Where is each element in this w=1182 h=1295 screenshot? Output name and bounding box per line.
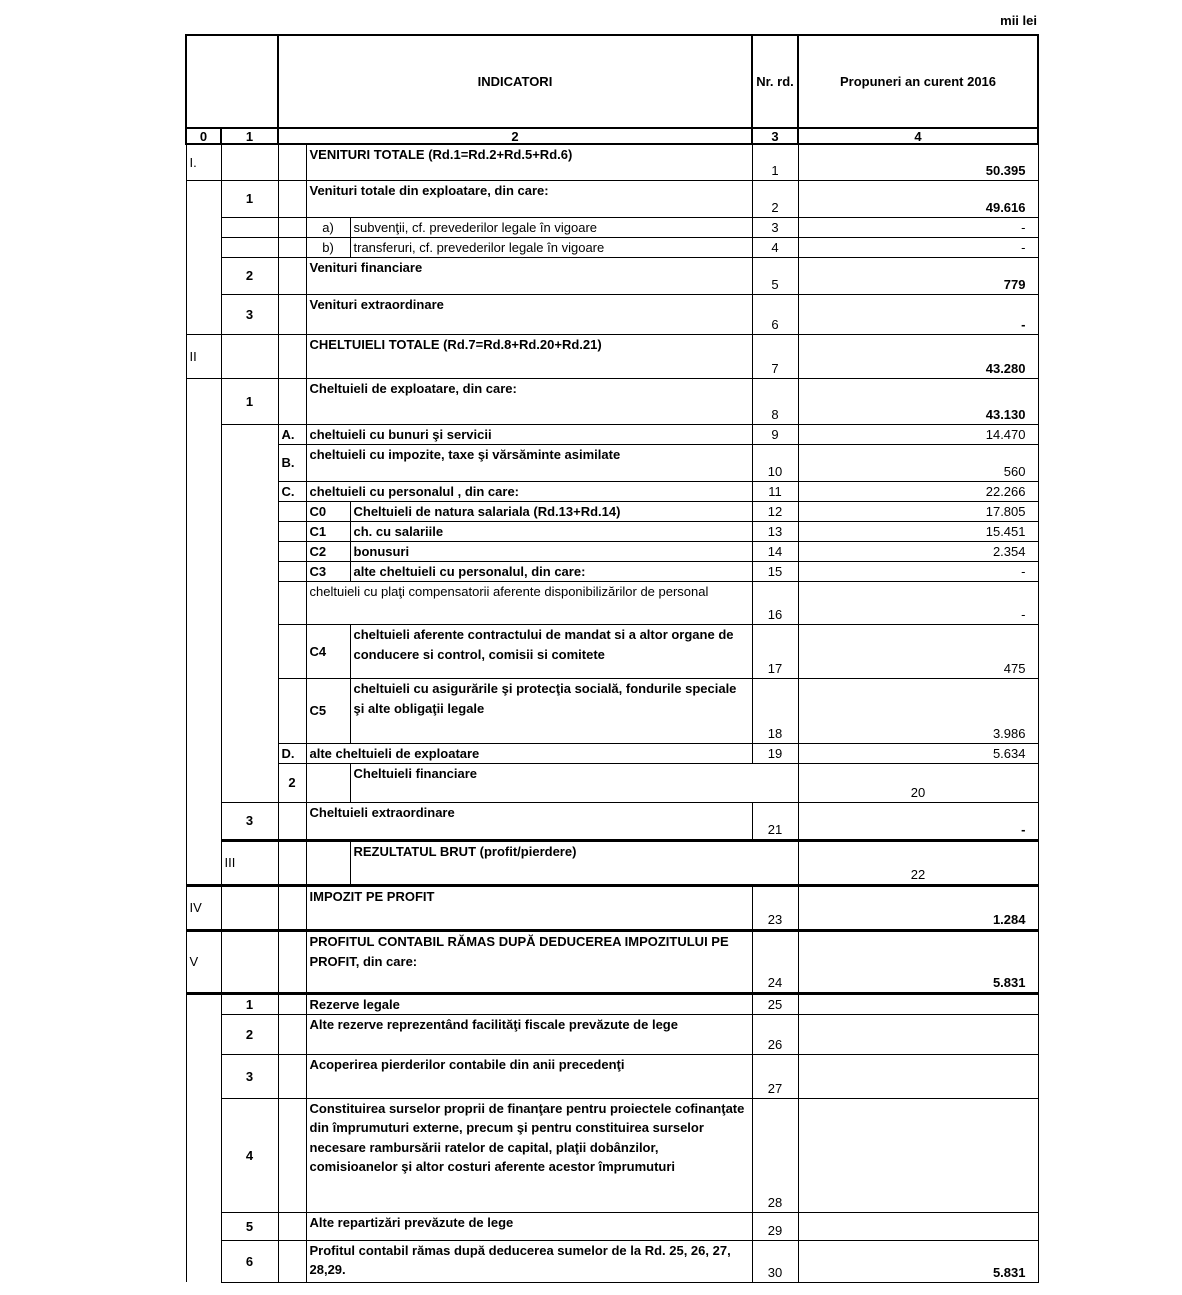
row-label: Cheltuieli financiare (350, 763, 798, 802)
item-number: 6 (221, 1240, 278, 1282)
table-row (186, 840, 1038, 885)
table-row (186, 424, 1038, 444)
row-label: cheltuieli cu personalul , din care: (306, 481, 752, 501)
row-number: 17 (752, 624, 798, 678)
table-row (186, 581, 1038, 624)
item-number: 4 (221, 1098, 278, 1212)
row-number: 21 (752, 802, 798, 840)
item-number: 3 (221, 294, 278, 334)
row-number: 29 (752, 1212, 798, 1240)
row-value: 1.284 (798, 885, 1038, 930)
row-number: 16 (752, 581, 798, 624)
row-number: 2 (752, 180, 798, 217)
row-label: cheltuieli cu asigurările şi protecţia socială, fondurile speciale şi alte obligaţii legale (350, 678, 752, 743)
row-value: 43.280 (798, 334, 1038, 378)
row-value (798, 1014, 1038, 1054)
row-value: 49.616 (798, 180, 1038, 217)
table-row (186, 930, 1038, 993)
table-row (186, 1212, 1038, 1240)
row-value (798, 1212, 1038, 1240)
table-row (186, 378, 1038, 424)
table-row (186, 763, 1038, 802)
row-number: 30 (752, 1240, 798, 1282)
row-label: cheltuieli cu impozite, taxe şi vărsăminte asimilate (306, 444, 752, 481)
row-value: - (798, 294, 1038, 334)
row-value (798, 993, 1038, 1014)
section-roman: II (186, 334, 221, 378)
item-number: 2 (221, 257, 278, 294)
table-row (186, 444, 1038, 481)
item-code: C4 (306, 624, 350, 678)
col-num: 4 (798, 128, 1038, 144)
row-label: Alte rezerve reprezentând facilităţi fiscale prevăzute de lege (306, 1014, 752, 1054)
table-row (186, 624, 1038, 678)
row-number: 27 (752, 1054, 798, 1098)
header-indicatori: INDICATORI (278, 35, 752, 128)
row-number: 19 (752, 743, 798, 763)
budget-table (185, 34, 1039, 1283)
row-label: Venituri financiare (306, 257, 752, 294)
row-label: alte cheltuieli de exploatare (306, 743, 752, 763)
row-value: 475 (798, 624, 1038, 678)
row-label: CHELTUIELI TOTALE (Rd.7=Rd.8+Rd.20+Rd.21) (306, 334, 752, 378)
row-value: 15.451 (798, 521, 1038, 541)
row-number: 20 (798, 763, 1038, 802)
col-num: 1 (221, 128, 278, 144)
item-number: 2 (221, 1014, 278, 1054)
sub-letter: a) (306, 217, 350, 237)
row-number: 5 (752, 257, 798, 294)
item-number: 3 (221, 1054, 278, 1098)
row-number: 22 (798, 840, 1038, 885)
row-label: bonusuri (350, 541, 752, 561)
row-value: 17.805 (798, 501, 1038, 521)
row-number: 10 (752, 444, 798, 481)
row-label: cheltuieli cu plaţi compensatorii aferente disponibilizărilor de personal (306, 581, 752, 624)
table-row (186, 541, 1038, 561)
row-number: 1 (752, 144, 798, 180)
row-label: cheltuieli aferente contractului de mandat si a altor organe de conducere si control, comisii si comitete (350, 624, 752, 678)
col-num: 2 (278, 128, 752, 144)
row-label: alte cheltuieli cu personalul, din care: (350, 561, 752, 581)
item-number: 1 (221, 993, 278, 1014)
table-row (186, 217, 1038, 237)
table-row (186, 1240, 1038, 1282)
row-value: 779 (798, 257, 1038, 294)
row-label: Venituri extraordinare (306, 294, 752, 334)
row-label: subvenţii, cf. prevederilor legale în vigoare (350, 217, 752, 237)
item-code: C3 (306, 561, 350, 581)
row-value: 5.831 (798, 1240, 1038, 1282)
row-number: 13 (752, 521, 798, 541)
row-value: - (798, 581, 1038, 624)
table-row (186, 501, 1038, 521)
table-row (186, 802, 1038, 840)
row-label: PROFITUL CONTABIL RĂMAS DUPĂ DEDUCEREA IMPOZITULUI PE PROFIT, din care: (306, 930, 752, 993)
section-roman: I. (186, 144, 221, 180)
column-number-row (186, 128, 1038, 144)
letter-code: B. (278, 444, 306, 481)
item-number: 1 (221, 180, 278, 217)
row-label: VENITURI TOTALE (Rd.1=Rd.2+Rd.5+Rd.6) (306, 144, 752, 180)
table-row (186, 993, 1038, 1014)
row-number: 3 (752, 217, 798, 237)
row-label: Venituri totale din exploatare, din care: (306, 180, 752, 217)
table-row (186, 294, 1038, 334)
row-number: 23 (752, 885, 798, 930)
col-num: 3 (752, 128, 798, 144)
item-code: C1 (306, 521, 350, 541)
row-label: REZULTATUL BRUT (profit/pierdere) (350, 840, 798, 885)
col-num: 0 (186, 128, 221, 144)
section-roman: IV (186, 885, 221, 930)
row-value: 22.266 (798, 481, 1038, 501)
table-row (186, 257, 1038, 294)
row-value: 14.470 (798, 424, 1038, 444)
row-number: 6 (752, 294, 798, 334)
item-number: 3 (221, 802, 278, 840)
row-value: 2.354 (798, 541, 1038, 561)
row-number: 9 (752, 424, 798, 444)
row-label: Profitul contabil rămas după deducerea sumelor de la Rd. 25, 26, 27, 28,29. (306, 1240, 752, 1282)
letter-code: A. (278, 424, 306, 444)
header-propuneri: Propuneri an curent 2016 (798, 35, 1038, 128)
item-code: C0 (306, 501, 350, 521)
row-value (798, 1098, 1038, 1212)
letter-code: C. (278, 481, 306, 501)
row-value: 3.986 (798, 678, 1038, 743)
item-number: 5 (221, 1212, 278, 1240)
table-row (186, 180, 1038, 217)
row-label: cheltuieli cu bunuri şi servicii (306, 424, 752, 444)
header-row (186, 35, 1038, 128)
table-row (186, 743, 1038, 763)
row-number: 25 (752, 993, 798, 1014)
item-number: 2 (278, 763, 306, 802)
row-number: 8 (752, 378, 798, 424)
row-number: 18 (752, 678, 798, 743)
row-value: - (798, 217, 1038, 237)
header-blank (186, 35, 278, 128)
row-value: 560 (798, 444, 1038, 481)
item-number: 1 (221, 378, 278, 424)
row-number: 14 (752, 541, 798, 561)
letter-code: D. (278, 743, 306, 763)
row-label: ch. cu salariile (350, 521, 752, 541)
row-label: Cheltuieli extraordinare (306, 802, 752, 840)
item-code: C2 (306, 541, 350, 561)
table-row (186, 678, 1038, 743)
row-label: Rezerve legale (306, 993, 752, 1014)
row-value: - (798, 561, 1038, 581)
row-label: transferuri, cf. prevederilor legale în vigoare (350, 237, 752, 257)
table-row (186, 885, 1038, 930)
row-label: Cheltuieli de natura salariala (Rd.13+Rd.14) (350, 501, 752, 521)
section-roman: III (221, 840, 278, 885)
row-label: Cheltuieli de exploatare, din care: (306, 378, 752, 424)
table-row (186, 1098, 1038, 1212)
row-number: 24 (752, 930, 798, 993)
row-value: - (798, 802, 1038, 840)
row-number: 11 (752, 481, 798, 501)
row-value: 5.831 (798, 930, 1038, 993)
table-row (186, 334, 1038, 378)
table-row (186, 144, 1038, 180)
table-row (186, 1054, 1038, 1098)
sub-letter: b) (306, 237, 350, 257)
row-value (798, 1054, 1038, 1098)
table-row (186, 521, 1038, 541)
row-label: Alte repartizări prevăzute de lege (306, 1212, 752, 1240)
row-value: 43.130 (798, 378, 1038, 424)
row-number: 12 (752, 501, 798, 521)
table-row (186, 1014, 1038, 1054)
unit-label: mii lei (1000, 13, 1037, 28)
item-code: C5 (306, 678, 350, 743)
header-nr-rd: Nr. rd. (752, 35, 798, 128)
row-number: 15 (752, 561, 798, 581)
table-row (186, 481, 1038, 501)
row-number: 26 (752, 1014, 798, 1054)
row-label: IMPOZIT PE PROFIT (306, 885, 752, 930)
row-value: 5.634 (798, 743, 1038, 763)
row-value: 50.395 (798, 144, 1038, 180)
row-number: 4 (752, 237, 798, 257)
row-number: 7 (752, 334, 798, 378)
row-value: - (798, 237, 1038, 257)
row-label: Constituirea surselor proprii de finanţare pentru proiectele cofinanţate din împrumuturi externe, precum şi pentru constituirea surselor necesare rambursării ratelor de capital, plaţii dobânzilor, comisioanelor şi altor costuri aferente acestor împrumuturi (306, 1098, 752, 1212)
row-label: Acoperirea pierderilor contabile din anii precedenţi (306, 1054, 752, 1098)
row-number: 28 (752, 1098, 798, 1212)
table-row (186, 237, 1038, 257)
table-row (186, 561, 1038, 581)
section-roman: V (186, 930, 221, 993)
